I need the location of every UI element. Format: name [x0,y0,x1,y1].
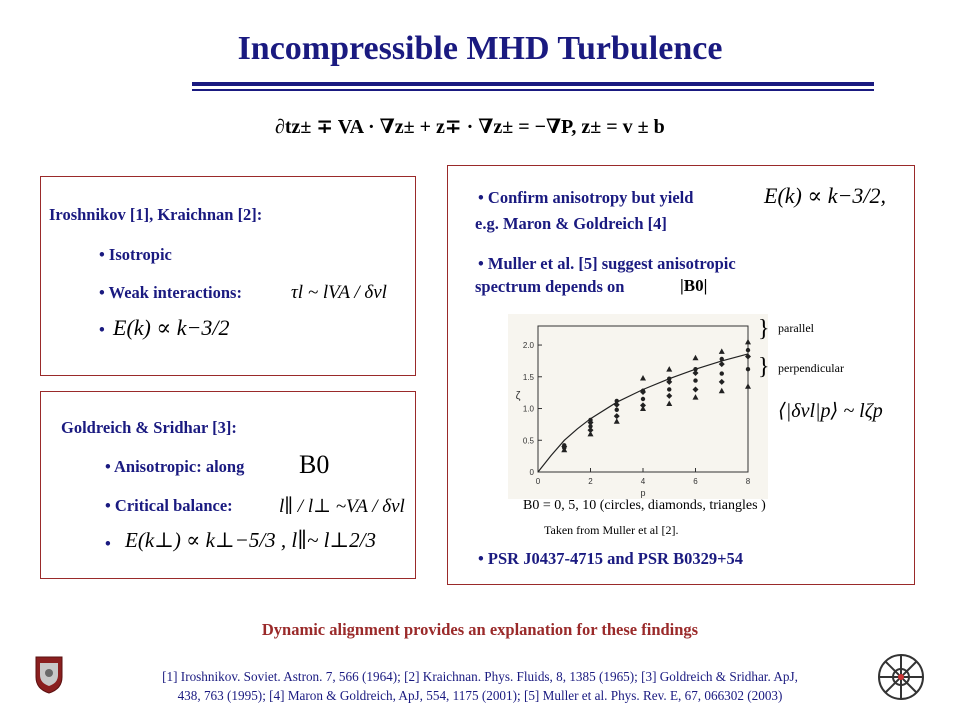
references-line-2: 438, 763 (1995); [4] Maron & Goldreich, ApJ, 554, 1175 (2001); [5] Muller et al. Phys. Rev. E, 67, 066302 (2003) [177,688,783,703]
box3-item-psr: • PSR J0437-4715 and PSR B0329+54 [478,549,743,569]
y-tick-label: 1.0 [522,404,534,414]
muller-scaling-chart [508,314,768,499]
x-tick-label: 0 [535,477,541,486]
brace-parallel-icon: } [758,316,770,342]
circle-point [641,397,645,401]
chart-background [508,314,768,499]
page-title: Incompressible MHD Turbulence [237,30,723,67]
x-tick-label: 6 [693,477,698,486]
title-rule-thick [192,82,874,86]
goldreich-sridhar-box [40,391,416,579]
legend-parallel: parallel [778,321,814,335]
circle-point [720,357,724,361]
x-axis-label: p [640,488,646,498]
box2-heading: Goldreich & Sridhar [3]: [61,418,237,437]
box2-item-anisotropic: • Anisotropic: along [105,457,244,477]
box2-balance-formula: l∥ / l⊥ ~VA / δvl [279,496,405,517]
structure-function-formula: ⟨|δvl|p⟩ ~ lζp [778,400,883,422]
box1-item-isotropic: • Isotropic [99,245,172,265]
box1-heading: Iroshnikov [1], Kraichnan [2]: [49,205,263,224]
box1-bullet: • [99,320,105,339]
box3-b0-abs-formula: |B0| [680,276,708,295]
box2-bullet: • [105,534,111,553]
box3-item-muller-cont: spectrum depends on [475,277,625,296]
legend-perpendicular: perpendicular [778,361,844,375]
y-axis-label: ζ [515,390,521,402]
chart-caption: Taken from Muller et al [2]. [544,523,679,537]
x-tick-label: 2 [588,477,593,486]
circle-point [693,378,697,382]
findings-box [447,165,915,585]
iroshnikov-kraichnan-box [40,176,416,376]
box2-spectrum-formula: E(k⊥) ∝ k⊥−5/3 , l∥~ l⊥2/3 [125,528,376,552]
box2-b0-formula: B0 [299,450,330,479]
box3-item-confirm-cont: e.g. Maron & Goldreich [4] [475,214,667,233]
box1-spectrum-formula: E(k) ∝ k−3/2 [113,315,230,340]
y-tick-label: 1.5 [522,372,534,382]
chart-caption-formula: B0 = 0, 5, 10 (circles, diamonds, triangles ) [523,498,766,513]
circle-point [615,408,619,412]
circle-point [746,348,750,352]
conclusion-text: Dynamic alignment provides an explanation for these findings [261,620,699,639]
box3-spectrum-formula: E(k) ∝ k−3/2, [764,183,886,208]
y-tick-label: 0.5 [522,436,534,446]
circle-point [720,371,724,375]
title-rule-thin [192,89,874,91]
box3-item-muller: • Muller et al. [5] suggest anisotropic [478,254,736,274]
box3-item-confirm: • Confirm anisotropy but yield [478,188,693,208]
box1-timescale-formula: τl ~ lVA / δvl [291,282,387,303]
y-tick-label: 0 [529,468,534,477]
box1-item-weak: • Weak interactions: [99,283,242,303]
y-tick-label: 2.0 [522,341,534,351]
circle-point [667,387,671,391]
mhd-equation: ∂tz± ∓ VA · ∇z± + z∓ · ∇z± = −∇P, z± = v ± b [275,116,665,138]
references-line-1: [1] Iroshnikov. Soviet. Astron. 7, 566 (1964); [2] Kraichnan. Phys. Fluids, 8, 1385 (1965); [3] Goldreich & Sridhar. ApJ, [162,669,798,684]
brace-perpendicular-icon: } [758,354,770,380]
circle-point [746,367,750,371]
x-tick-label: 8 [745,477,751,486]
references [40,667,920,705]
box2-item-critical: • Critical balance: [105,496,233,516]
x-tick-label: 4 [640,477,646,486]
